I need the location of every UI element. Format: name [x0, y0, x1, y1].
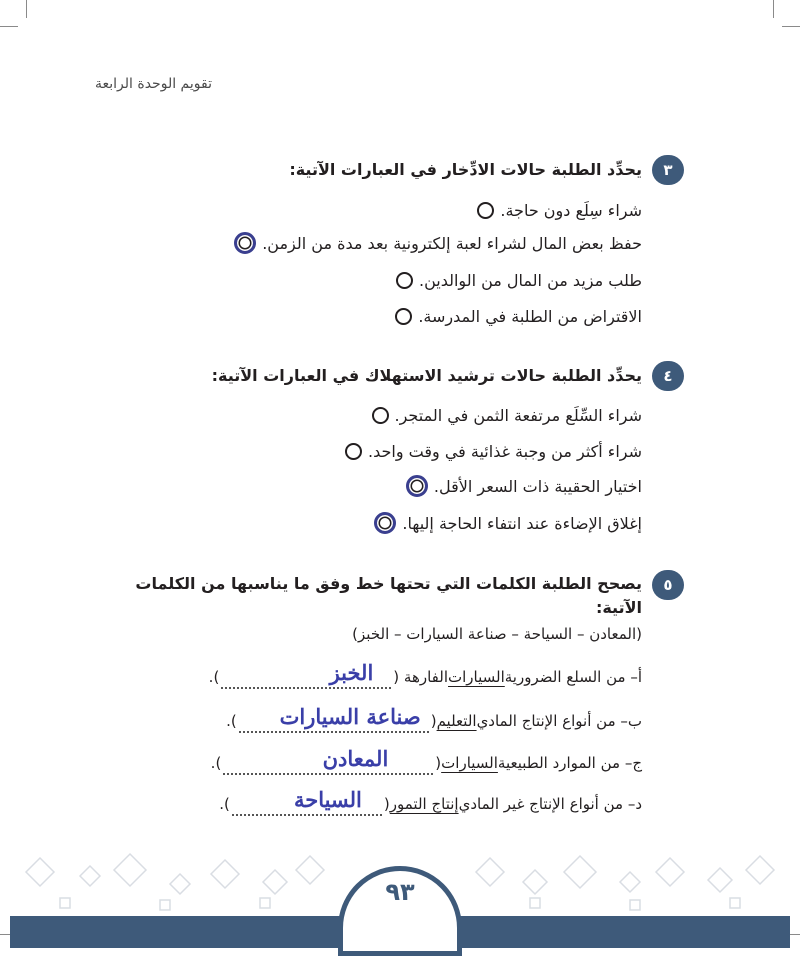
option-item[interactable] [406, 471, 642, 501]
question-title: يحدِّد الطلبة حالات ترشيد الاستهلاك في العبارات الآتية: [211, 366, 642, 385]
option-item[interactable] [374, 508, 642, 538]
crop-mark [26, 0, 27, 18]
question-title: يصحح الطلبة الكلمات التي تحتها خط وفق ما يناسبها من الكلمات [135, 574, 642, 593]
answer-blank[interactable] [239, 704, 429, 733]
radio-circle[interactable] [477, 202, 494, 219]
item-suffix: ). [208, 668, 220, 686]
answer-blank[interactable] [223, 746, 433, 775]
underlined-word: التعليم [436, 712, 477, 730]
item-middle: الفارهة ( [393, 668, 449, 686]
question-number-badge: ٤ [652, 361, 684, 391]
item-prefix: ج– من الموارد الطبيعية [497, 754, 642, 772]
option-label: إغلاق الإضاءة عند انتفاء الحاجة إليها. [402, 513, 642, 533]
item-middle: ( [383, 795, 390, 813]
fill-item [211, 746, 642, 780]
item-prefix: د– من أنواع الإنتاج غير المادي [458, 795, 642, 813]
question-title: يحدِّد الطلبة حالات الادِّخار في العبارات الآتية: [289, 160, 642, 179]
crop-mark [782, 26, 800, 27]
radio-circle[interactable] [372, 407, 389, 424]
page-number: ٩٣ [385, 878, 415, 906]
underlined-word: السيارات [441, 754, 498, 772]
question-title-continued: الآتية: [595, 598, 642, 617]
item-middle: ( [430, 712, 437, 730]
option-label: شراء السِّلَع مرتفعة الثمن في المتجر. [394, 405, 642, 425]
option-item[interactable] [396, 265, 642, 295]
item-prefix: ب– من أنواع الإنتاج المادي [476, 712, 642, 730]
item-suffix: ). [219, 795, 230, 813]
item-prefix: أ– من السلع الضرورية [504, 668, 642, 686]
fill-item [219, 787, 642, 821]
fill-item [226, 704, 642, 738]
option-item[interactable] [234, 228, 642, 258]
radio-circle-selected[interactable] [374, 512, 396, 534]
item-suffix: ). [210, 754, 222, 772]
underlined-word: إنتاج التمور [389, 795, 459, 813]
underlined-word: السيارات [448, 668, 505, 686]
option-item[interactable] [345, 436, 642, 466]
crop-mark [773, 0, 774, 18]
word-bank: (المعادن – السياحة – صناعة السيارات – الخبز) [352, 625, 642, 643]
unit-title: تقويم الوحدة الرابعة [95, 76, 212, 92]
answer-blank[interactable] [221, 660, 391, 689]
option-item[interactable] [372, 400, 642, 430]
radio-circle-selected[interactable] [234, 232, 256, 254]
option-item[interactable] [477, 195, 642, 225]
option-label: اختيار الحقيبة ذات السعر الأقل. [433, 476, 642, 496]
question-number-badge: ٥ [652, 570, 684, 600]
option-item[interactable] [395, 301, 642, 331]
radio-circle[interactable] [345, 443, 362, 460]
handwritten-answer: صناعة السيارات [279, 704, 421, 729]
answer-blank[interactable] [232, 787, 382, 816]
option-label: حفظ بعض المال لشراء لعبة إلكترونية بعد مدة من الزمن. [262, 233, 642, 253]
handwritten-answer: السياحة [293, 787, 362, 812]
item-middle: ( [435, 754, 442, 772]
handwritten-answer: الخبز [329, 660, 374, 685]
option-label: الاقتراض من الطلبة في المدرسة. [418, 306, 642, 326]
item-suffix: ). [226, 712, 237, 730]
option-label: شراء أكثر من وجبة غذائية في وقت واحد. [368, 441, 642, 461]
option-label: شراء سِلَع دون حاجة. [500, 200, 642, 220]
radio-circle-selected[interactable] [406, 475, 428, 497]
fill-item [209, 660, 642, 694]
radio-circle[interactable] [396, 272, 413, 289]
option-label: طلب مزيد من المال من الوالدين. [418, 270, 642, 290]
crop-mark [0, 26, 18, 27]
question-number-badge: ٣ [652, 155, 684, 185]
handwritten-answer: المعادن [322, 746, 389, 771]
radio-circle[interactable] [395, 308, 412, 325]
